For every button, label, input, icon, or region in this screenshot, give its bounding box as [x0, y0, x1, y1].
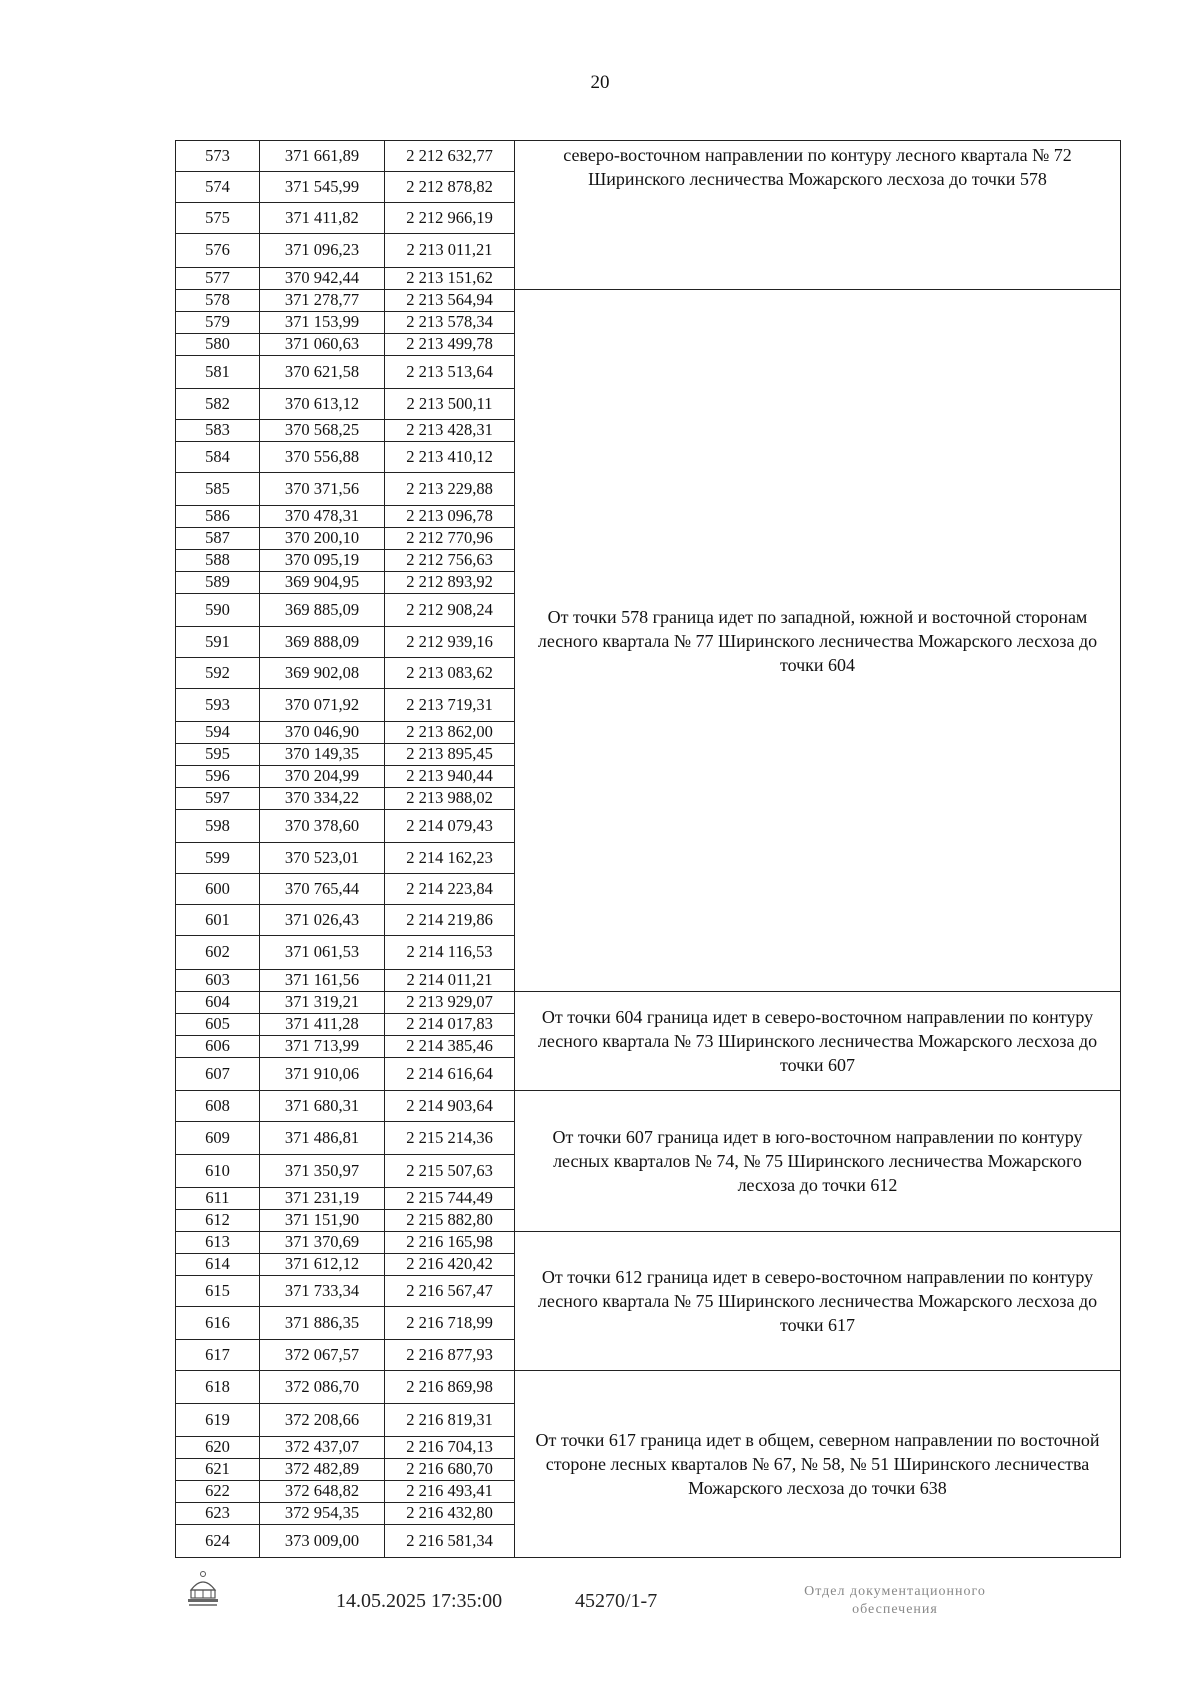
- x-coordinate-cell: 371 910,06: [260, 1058, 385, 1091]
- x-coordinate-cell: 371 713,99: [260, 1036, 385, 1058]
- point-number-cell: 580: [176, 334, 260, 356]
- x-coordinate-cell: 372 067,57: [260, 1340, 385, 1371]
- y-coordinate-cell: 2 214 223,84: [385, 874, 515, 905]
- x-coordinate-cell: 372 086,70: [260, 1371, 385, 1404]
- boundary-description-cell: От точки 604 граница идет в северо-восточном направлении по контуру лесного квартала № 73 Ширинского лесничества Можарского лесхоза до точки 607: [515, 992, 1121, 1091]
- y-coordinate-cell: 2 213 229,88: [385, 473, 515, 506]
- y-coordinate-cell: 2 216 493,41: [385, 1481, 515, 1503]
- x-coordinate-cell: 371 319,21: [260, 992, 385, 1014]
- point-number-cell: 575: [176, 203, 260, 234]
- point-number-cell: 579: [176, 312, 260, 334]
- y-coordinate-cell: 2 213 564,94: [385, 290, 515, 312]
- stamp-line-1: Отдел документационного: [804, 1584, 986, 1599]
- x-coordinate-cell: 371 278,77: [260, 290, 385, 312]
- department-stamp: [745, 1583, 1045, 1619]
- x-coordinate-cell: 371 661,89: [260, 141, 385, 172]
- x-coordinate-cell: 371 096,23: [260, 234, 385, 268]
- y-coordinate-cell: 2 214 616,64: [385, 1058, 515, 1091]
- coordinates-table-body: [176, 141, 1121, 1558]
- point-number-cell: 611: [176, 1188, 260, 1210]
- x-coordinate-cell: 372 954,35: [260, 1503, 385, 1525]
- table-row: [176, 141, 1121, 172]
- point-number-cell: 620: [176, 1437, 260, 1459]
- x-coordinate-cell: 371 411,82: [260, 203, 385, 234]
- x-coordinate-cell: 369 888,09: [260, 627, 385, 658]
- x-coordinate-cell: 370 942,44: [260, 268, 385, 290]
- y-coordinate-cell: 2 216 877,93: [385, 1340, 515, 1371]
- y-coordinate-cell: 2 212 770,96: [385, 528, 515, 550]
- y-coordinate-cell: 2 213 410,12: [385, 442, 515, 473]
- point-number-cell: 619: [176, 1404, 260, 1437]
- y-coordinate-cell: 2 215 744,49: [385, 1188, 515, 1210]
- stamp-line-2: обеспечения: [852, 1602, 938, 1617]
- y-coordinate-cell: 2 215 507,63: [385, 1155, 515, 1188]
- emblem-icon: [183, 1568, 223, 1608]
- y-coordinate-cell: 2 214 017,83: [385, 1014, 515, 1036]
- table-row: [176, 1091, 1121, 1122]
- boundary-description-cell: От точки 612 граница идет в северо-восточном направлении по контуру лесного квартала № 75 Ширинского лесничества Можарского лесхоза до точки 617: [515, 1232, 1121, 1371]
- y-coordinate-cell: 2 213 719,31: [385, 689, 515, 722]
- point-number-cell: 582: [176, 389, 260, 420]
- x-coordinate-cell: 370 478,31: [260, 506, 385, 528]
- point-number-cell: 614: [176, 1254, 260, 1276]
- y-coordinate-cell: 2 216 718,99: [385, 1307, 515, 1340]
- x-coordinate-cell: 370 334,22: [260, 788, 385, 810]
- point-number-cell: 600: [176, 874, 260, 905]
- point-number-cell: 584: [176, 442, 260, 473]
- footer-doc-number: 45270/1-7: [575, 1590, 658, 1612]
- point-number-cell: 621: [176, 1459, 260, 1481]
- point-number-cell: 581: [176, 356, 260, 389]
- x-coordinate-cell: 369 902,08: [260, 658, 385, 689]
- x-coordinate-cell: 371 733,34: [260, 1276, 385, 1307]
- point-number-cell: 576: [176, 234, 260, 268]
- point-number-cell: 624: [176, 1525, 260, 1558]
- point-number-cell: 594: [176, 722, 260, 744]
- y-coordinate-cell: 2 216 704,13: [385, 1437, 515, 1459]
- x-coordinate-cell: 371 370,69: [260, 1232, 385, 1254]
- point-number-cell: 597: [176, 788, 260, 810]
- x-coordinate-cell: 370 204,99: [260, 766, 385, 788]
- table-row: [176, 992, 1121, 1014]
- y-coordinate-cell: 2 216 420,42: [385, 1254, 515, 1276]
- point-number-cell: 601: [176, 905, 260, 936]
- y-coordinate-cell: 2 213 895,45: [385, 744, 515, 766]
- x-coordinate-cell: 371 151,90: [260, 1210, 385, 1232]
- page-number: 20: [590, 72, 610, 93]
- x-coordinate-cell: 371 026,43: [260, 905, 385, 936]
- y-coordinate-cell: 2 213 096,78: [385, 506, 515, 528]
- x-coordinate-cell: 371 886,35: [260, 1307, 385, 1340]
- boundary-description-cell: северо-восточном направлении по контуру лесного квартала № 72 Ширинского лесничества Можарского лесхоза до точки 578: [515, 141, 1121, 290]
- point-number-cell: 607: [176, 1058, 260, 1091]
- point-number-cell: 603: [176, 970, 260, 992]
- boundary-description-cell: От точки 607 граница идет в юго-восточном направлении по контуру лесных кварталов № 74, № 75 Ширинского лесничества Можарского лесхоза до точки 612: [515, 1091, 1121, 1232]
- y-coordinate-cell: 2 216 581,34: [385, 1525, 515, 1558]
- y-coordinate-cell: 2 214 116,53: [385, 936, 515, 970]
- point-number-cell: 588: [176, 550, 260, 572]
- point-number-cell: 618: [176, 1371, 260, 1404]
- y-coordinate-cell: 2 214 162,23: [385, 843, 515, 874]
- point-number-cell: 586: [176, 506, 260, 528]
- x-coordinate-cell: 371 231,19: [260, 1188, 385, 1210]
- x-coordinate-cell: 370 149,35: [260, 744, 385, 766]
- y-coordinate-cell: 2 214 219,86: [385, 905, 515, 936]
- y-coordinate-cell: 2 212 756,63: [385, 550, 515, 572]
- boundary-description-cell: От точки 578 граница идет по западной, южной и восточной сторонам лесного квартала № 77 Ширинского лесничества Можарского лесхоза до точки 604: [515, 290, 1121, 992]
- y-coordinate-cell: 2 216 432,80: [385, 1503, 515, 1525]
- y-coordinate-cell: 2 213 428,31: [385, 420, 515, 442]
- point-number-cell: 622: [176, 1481, 260, 1503]
- y-coordinate-cell: 2 213 011,21: [385, 234, 515, 268]
- y-coordinate-cell: 2 216 869,98: [385, 1371, 515, 1404]
- x-coordinate-cell: 372 482,89: [260, 1459, 385, 1481]
- point-number-cell: 623: [176, 1503, 260, 1525]
- point-number-cell: 595: [176, 744, 260, 766]
- point-number-cell: 604: [176, 992, 260, 1014]
- x-coordinate-cell: 370 556,88: [260, 442, 385, 473]
- footer-datetime: 14.05.2025 17:35:00: [336, 1590, 503, 1612]
- point-number-cell: 608: [176, 1091, 260, 1122]
- y-coordinate-cell: 2 213 862,00: [385, 722, 515, 744]
- y-coordinate-cell: 2 212 939,16: [385, 627, 515, 658]
- x-coordinate-cell: 371 545,99: [260, 172, 385, 203]
- x-coordinate-cell: 371 411,28: [260, 1014, 385, 1036]
- y-coordinate-cell: 2 215 882,80: [385, 1210, 515, 1232]
- point-number-cell: 573: [176, 141, 260, 172]
- x-coordinate-cell: 370 378,60: [260, 810, 385, 843]
- x-coordinate-cell: 371 060,63: [260, 334, 385, 356]
- y-coordinate-cell: 2 212 966,19: [385, 203, 515, 234]
- x-coordinate-cell: 370 765,44: [260, 874, 385, 905]
- point-number-cell: 606: [176, 1036, 260, 1058]
- point-number-cell: 593: [176, 689, 260, 722]
- y-coordinate-cell: 2 213 988,02: [385, 788, 515, 810]
- point-number-cell: 596: [176, 766, 260, 788]
- point-number-cell: 602: [176, 936, 260, 970]
- y-coordinate-cell: 2 214 385,46: [385, 1036, 515, 1058]
- x-coordinate-cell: 369 904,95: [260, 572, 385, 594]
- y-coordinate-cell: 2 216 567,47: [385, 1276, 515, 1307]
- point-number-cell: 587: [176, 528, 260, 550]
- x-coordinate-cell: 371 061,53: [260, 936, 385, 970]
- x-coordinate-cell: 371 153,99: [260, 312, 385, 334]
- x-coordinate-cell: 371 486,81: [260, 1122, 385, 1155]
- y-coordinate-cell: 2 216 680,70: [385, 1459, 515, 1481]
- y-coordinate-cell: 2 213 578,34: [385, 312, 515, 334]
- point-number-cell: 609: [176, 1122, 260, 1155]
- x-coordinate-cell: 370 371,56: [260, 473, 385, 506]
- point-number-cell: 585: [176, 473, 260, 506]
- y-coordinate-cell: 2 216 819,31: [385, 1404, 515, 1437]
- y-coordinate-cell: 2 213 929,07: [385, 992, 515, 1014]
- y-coordinate-cell: 2 214 079,43: [385, 810, 515, 843]
- x-coordinate-cell: 370 621,58: [260, 356, 385, 389]
- point-number-cell: 591: [176, 627, 260, 658]
- point-number-cell: 578: [176, 290, 260, 312]
- x-coordinate-cell: 371 161,56: [260, 970, 385, 992]
- boundary-description-cell: От точки 617 граница идет в общем, северном направлении по восточной стороне лесных кварталов № 67, № 58, № 51 Ширинского лесничества Можарского лесхоза до точки 638: [515, 1371, 1121, 1558]
- point-number-cell: 583: [176, 420, 260, 442]
- x-coordinate-cell: 370 200,10: [260, 528, 385, 550]
- point-number-cell: 615: [176, 1276, 260, 1307]
- x-coordinate-cell: 373 009,00: [260, 1525, 385, 1558]
- point-number-cell: 617: [176, 1340, 260, 1371]
- table-row: [176, 1371, 1121, 1404]
- x-coordinate-cell: 370 523,01: [260, 843, 385, 874]
- point-number-cell: 613: [176, 1232, 260, 1254]
- x-coordinate-cell: 371 680,31: [260, 1091, 385, 1122]
- x-coordinate-cell: 370 613,12: [260, 389, 385, 420]
- x-coordinate-cell: 370 568,25: [260, 420, 385, 442]
- point-number-cell: 612: [176, 1210, 260, 1232]
- y-coordinate-cell: 2 215 214,36: [385, 1122, 515, 1155]
- y-coordinate-cell: 2 212 878,82: [385, 172, 515, 203]
- y-coordinate-cell: 2 212 893,92: [385, 572, 515, 594]
- point-number-cell: 605: [176, 1014, 260, 1036]
- point-number-cell: 574: [176, 172, 260, 203]
- point-number-cell: 616: [176, 1307, 260, 1340]
- y-coordinate-cell: 2 213 940,44: [385, 766, 515, 788]
- point-number-cell: 577: [176, 268, 260, 290]
- y-coordinate-cell: 2 212 632,77: [385, 141, 515, 172]
- point-number-cell: 592: [176, 658, 260, 689]
- x-coordinate-cell: 370 071,92: [260, 689, 385, 722]
- x-coordinate-cell: 369 885,09: [260, 594, 385, 627]
- table-row: [176, 1232, 1121, 1254]
- table-row: [176, 290, 1121, 312]
- point-number-cell: 610: [176, 1155, 260, 1188]
- y-coordinate-cell: 2 213 151,62: [385, 268, 515, 290]
- y-coordinate-cell: 2 213 499,78: [385, 334, 515, 356]
- x-coordinate-cell: 372 648,82: [260, 1481, 385, 1503]
- x-coordinate-cell: 371 612,12: [260, 1254, 385, 1276]
- x-coordinate-cell: 372 208,66: [260, 1404, 385, 1437]
- y-coordinate-cell: 2 214 011,21: [385, 970, 515, 992]
- y-coordinate-cell: 2 213 500,11: [385, 389, 515, 420]
- y-coordinate-cell: 2 213 513,64: [385, 356, 515, 389]
- y-coordinate-cell: 2 213 083,62: [385, 658, 515, 689]
- point-number-cell: 599: [176, 843, 260, 874]
- x-coordinate-cell: 371 350,97: [260, 1155, 385, 1188]
- coordinates-table: [175, 140, 1120, 1558]
- point-number-cell: 598: [176, 810, 260, 843]
- point-number-cell: 590: [176, 594, 260, 627]
- x-coordinate-cell: 372 437,07: [260, 1437, 385, 1459]
- y-coordinate-cell: 2 216 165,98: [385, 1232, 515, 1254]
- y-coordinate-cell: 2 214 903,64: [385, 1091, 515, 1122]
- y-coordinate-cell: 2 212 908,24: [385, 594, 515, 627]
- x-coordinate-cell: 370 095,19: [260, 550, 385, 572]
- x-coordinate-cell: 370 046,90: [260, 722, 385, 744]
- point-number-cell: 589: [176, 572, 260, 594]
